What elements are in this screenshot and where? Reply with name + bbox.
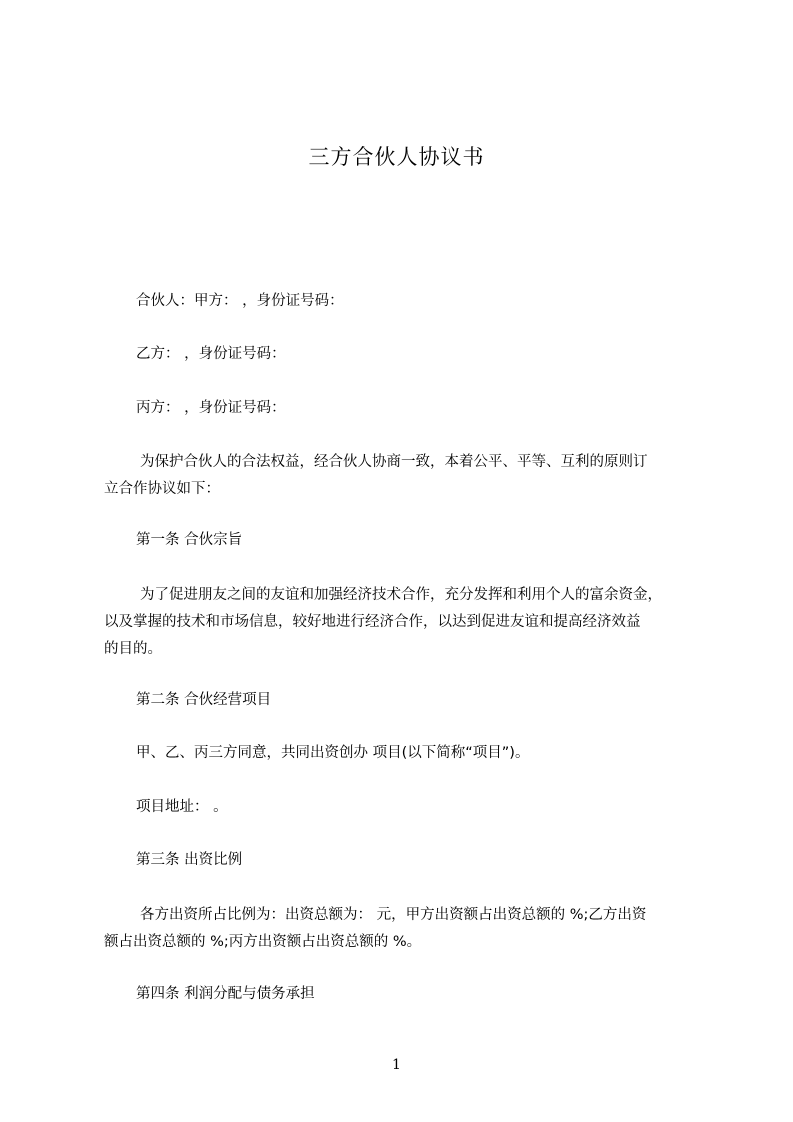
article-1-heading: 第一条 合伙宗旨 [136, 532, 243, 548]
partner-a-line: 合伙人：甲方： ，身份证号码： [136, 293, 344, 309]
document-title: 三方合伙人协议书 [308, 145, 485, 169]
article-3-line-1: 各方出资所占比例为：出资总额为： 元，甲方出资额占出资总额的 %;乙方出资 [140, 907, 647, 923]
partner-b-line: 乙方： ，身份证号码： [136, 346, 286, 362]
article-3-paragraph [104, 902, 704, 956]
preamble-paragraph [104, 449, 704, 503]
article-3-heading: 第三条 出资比例 [136, 852, 243, 868]
preamble-line-1: 为保护合伙人的合法权益，经合伙人协商一致，本着公平、平等、互利的原则订 [140, 454, 648, 470]
article-1-paragraph [104, 582, 704, 663]
article-4-heading: 第四条 利润分配与债务承担 [136, 986, 315, 1002]
article-3-line-2: 额占出资总额的 %;丙方出资额占出资总额的 %。 [104, 934, 422, 950]
page-number: 1 [392, 1057, 401, 1073]
article-2-line-1: 甲、乙、丙三方同意，共同出资创办 项目(以下简称“项目”)。 [136, 745, 530, 761]
article-2-line-2: 项目地址： 。 [136, 799, 228, 815]
article-1-line-2: 以及掌握的技术和市场信息，较好地进行经济合作，以达到促进友谊和提高经济效益 [104, 614, 641, 630]
partner-c-line: 丙方： ，身份证号码： [136, 400, 286, 416]
article-2-heading: 第二条 合伙经营项目 [136, 692, 272, 708]
article-1-line-3: 的目的。 [104, 641, 162, 657]
article-1-line-1: 为了促进朋友之间的友谊和加强经济技术合作，充分发挥和利用个人的富余资金， [140, 587, 662, 603]
preamble-line-2: 立合作协议如下： [104, 481, 220, 497]
